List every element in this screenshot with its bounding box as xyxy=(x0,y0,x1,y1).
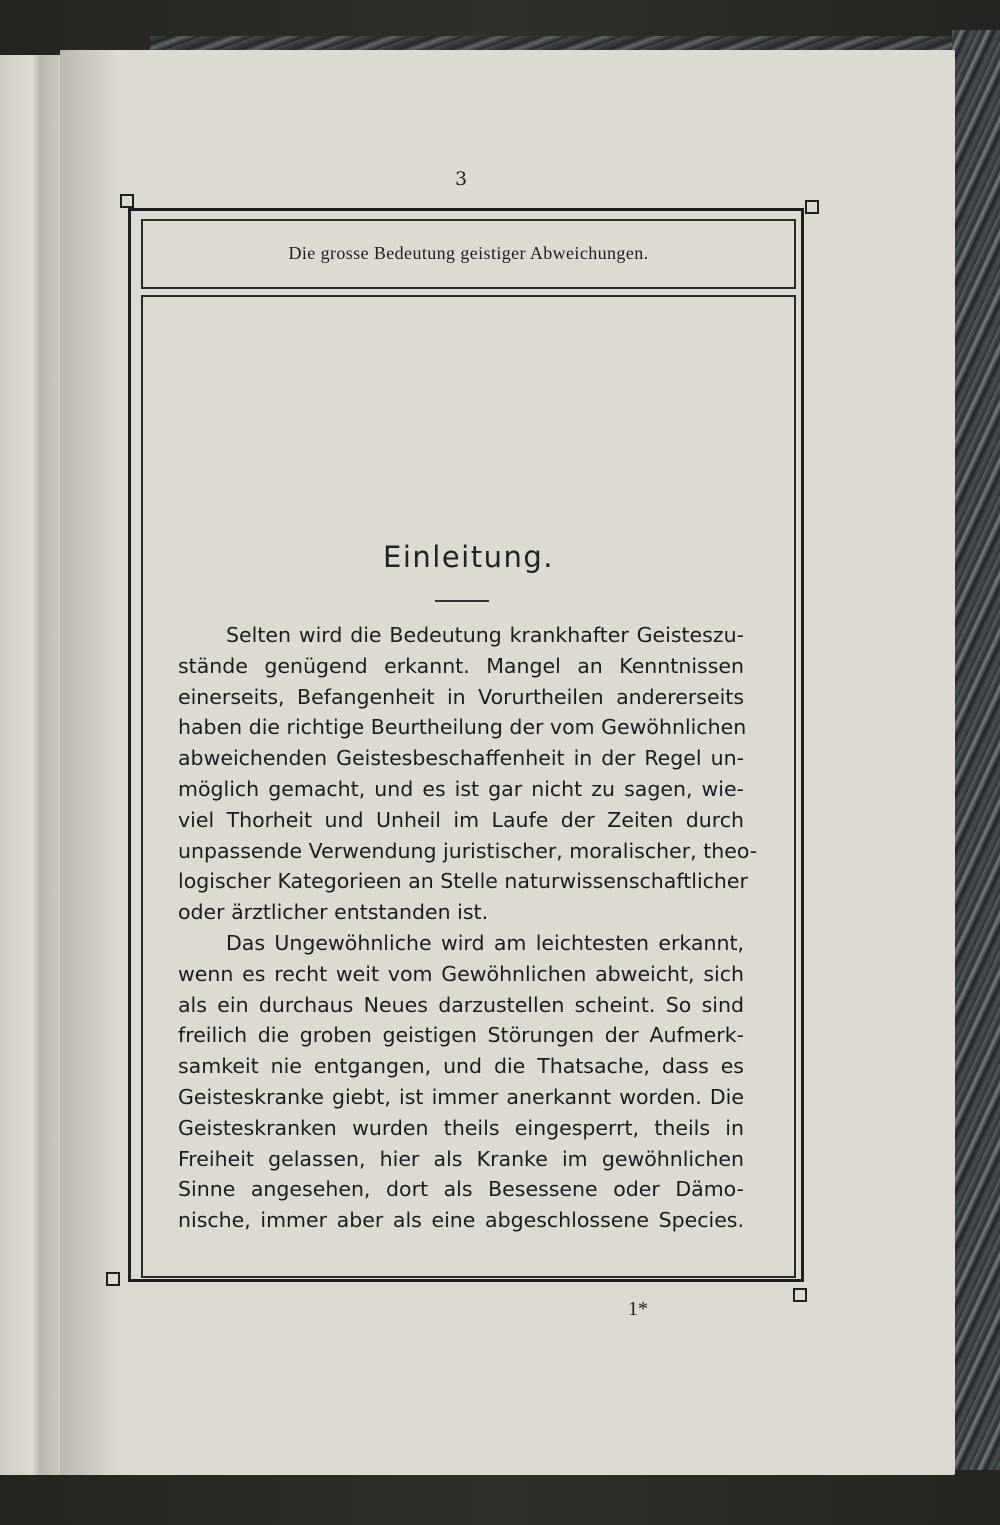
text-line: möglich gemacht, und es ist gar nicht zu sagen, wie- xyxy=(178,776,744,801)
frame-corner-bottom-right xyxy=(793,1288,807,1302)
text-line: Freiheit gelassen, hier als Kranke im gewöhnlichen xyxy=(178,1146,744,1171)
chapter-title: Einleitung. xyxy=(383,540,554,574)
text-line: wenn es recht weit vom Gewöhnlichen abweicht, sich xyxy=(178,961,744,986)
title-divider xyxy=(435,600,489,602)
printer-signature-mark: 1* xyxy=(628,1298,648,1320)
page-gutter-shade xyxy=(60,50,120,1475)
text-line: nische, immer aber als eine abgeschlossene Species. xyxy=(178,1208,744,1233)
body-text xyxy=(178,620,758,1236)
frame-corner-top-right xyxy=(805,200,819,214)
frame-corner-top-left xyxy=(120,194,134,208)
page-number: 3 xyxy=(454,168,468,190)
text-line: viel Thorheit und Unheil im Laufe der Zeiten durch xyxy=(178,807,744,832)
text-line: unpassende Verwendung juristischer, moralischer, theo- xyxy=(178,838,758,863)
text-line: Sinne angesehen, dort als Besessene oder Dämo- xyxy=(178,1177,744,1202)
text-line: haben die richtige Beurtheilung der vom Gewöhnlichen xyxy=(178,715,747,740)
paragraph-2 xyxy=(178,928,744,1236)
text-line: logischer Kategorieen an Stelle naturwissenschaftlicher xyxy=(178,869,748,894)
text-line: Das Ungewöhnliche wird am leichtesten erkannt, xyxy=(226,930,744,955)
text-line: stände genügend erkannt. Mangel an Kenntnissen xyxy=(178,653,744,678)
text-line: samkeit nie entgangen, und die Thatsache, dass es xyxy=(178,1054,744,1079)
frame-corner-bottom-left xyxy=(106,1272,120,1286)
running-head: Die grosse Bedeutung geistiger Abweichungen. xyxy=(288,243,649,263)
text-line: Geisteskranken wurden theils eingesperrt, theils in xyxy=(178,1115,744,1140)
text-line: Selten wird die Bedeutung krankhafter Geisteszu- xyxy=(226,623,744,647)
text-line: oder ärztlicher entstanden ist. xyxy=(178,900,489,925)
text-line: abweichenden Geistesbeschaffenheit in der Regel un- xyxy=(178,746,744,771)
text-line: Geisteskranke giebt, ist immer anerkannt worden. Die xyxy=(178,1084,744,1109)
paragraph-1 xyxy=(178,620,758,928)
text-line: als ein durchaus Neues darzustellen scheint. So sind xyxy=(178,992,744,1017)
marbled-cover-edge xyxy=(952,30,1000,1470)
text-line: freilich die groben geistigen Störungen der Aufmerk- xyxy=(178,1023,744,1048)
previous-page-edge xyxy=(0,55,40,1475)
text-line: einerseits, Befangenheit in Vorurtheilen andererseits xyxy=(178,684,744,709)
